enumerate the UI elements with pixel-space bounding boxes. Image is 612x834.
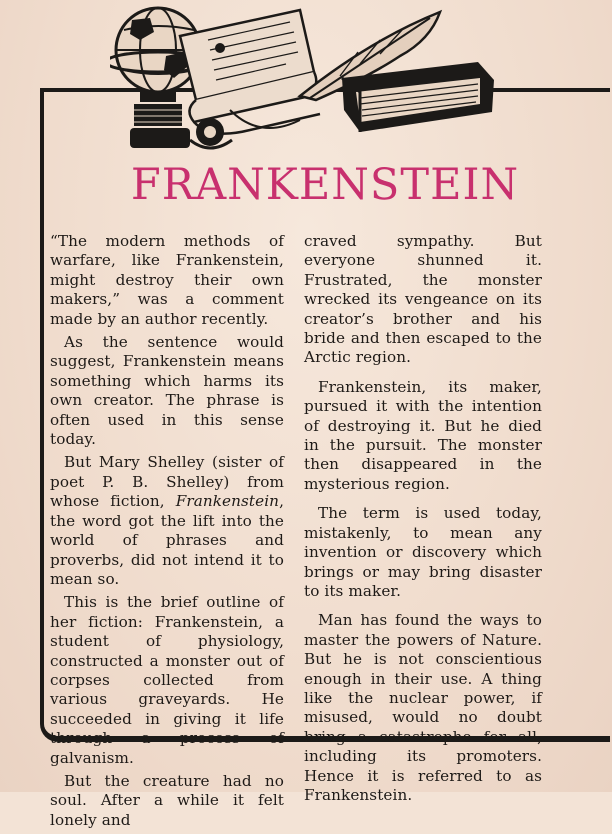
paragraph-text: , the word got the lift into the world of phrases and proverbs, did not intend it to mean so. [50, 492, 284, 588]
book-title: Frankenstein [175, 492, 280, 511]
scroll-icon [180, 10, 320, 134]
paragraph: “The modern methods of warfare, like Frankenstein, might destroy their own makers,” was a comment made by an author recently. [50, 232, 284, 328]
page-title: FRANKENSTEIN [130, 160, 520, 210]
paragraph: craved sympathy. But everyone shunned it. Frustrated, the monster wrecked its vengeance on its creator’s brother and his bride and then escaped to the Arctic region. [304, 232, 542, 367]
paragraph: This is the brief outline of her fiction: Frankenstein, a student of physiology, constructed a monster out of corpses collected from various graveyards. He succeeded in giving it life through a process of galvanism. [50, 593, 284, 767]
left-column [50, 232, 284, 834]
paragraph: As the sentence would suggest, Frankenstein means something which harms its own creator. The phrase is often used in this sense today. [50, 333, 284, 449]
paragraph: Frankenstein, its maker, pursued it with the intention of destroying it. But he died in the pursuit. The monster then disappeared in the mysterious region. [304, 377, 542, 493]
paragraph: But the creature had no soul. After a while it felt lonely and [50, 771, 284, 829]
paragraph-text: But Mary Shelley (sister of poet P. B. Shelley) from whose fiction, [50, 453, 284, 511]
paragraph: The term is used today, mistakenly, to mean any invention or discovery which brings or may bring disaster to its maker. [304, 504, 542, 600]
paragraph: Man has found the ways to master the powers of Nature. But he is not conscientious enough in their use. A thing like the nuclear power, if misused, would no doubt bring a catastrophe for all, including its promoters. Hence it is referred to as Frankenstein. [304, 611, 542, 804]
paragraph [50, 453, 284, 589]
right-column [304, 232, 542, 815]
header-illustration [110, 0, 500, 160]
